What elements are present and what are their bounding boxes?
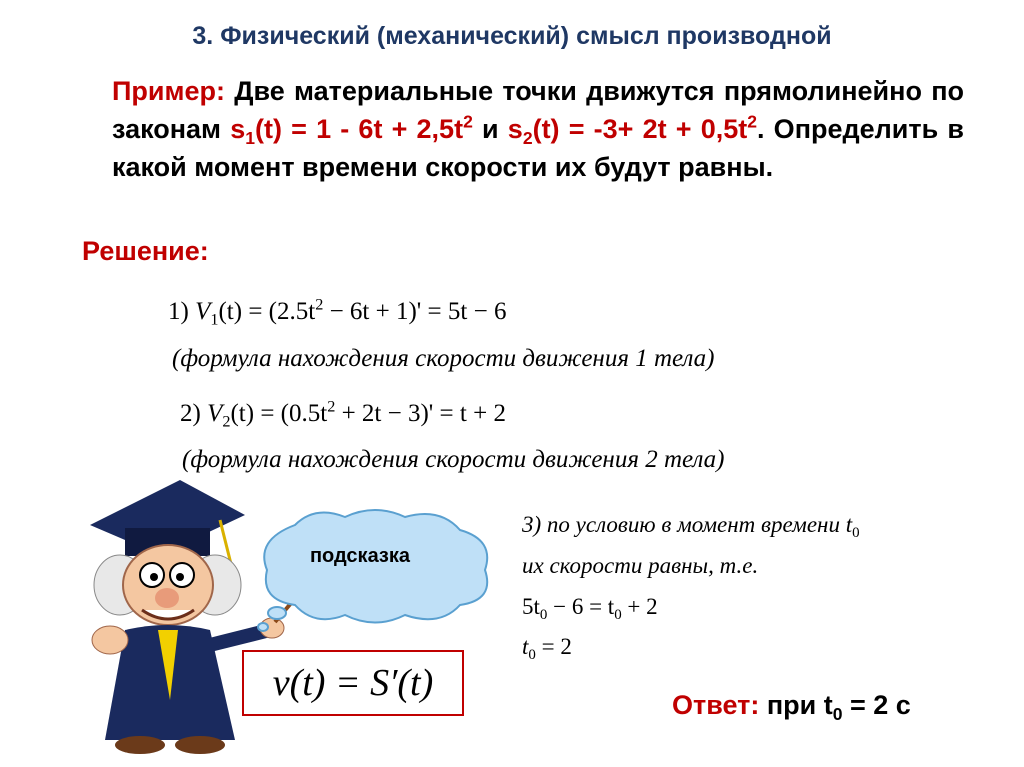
problem-and: и xyxy=(472,114,508,144)
hint-bubble xyxy=(255,505,500,635)
problem-text-2: . Определить в какой момент времени скорости их будут равны. xyxy=(112,114,964,182)
law-s1: $s_1(t) = 1 - 6t + 2,5t^2$ xyxy=(230,111,473,149)
step1-formula: 1) $V_1(t) = (2.5t^2 - 6t + 1)' = 5t - 6$ xyxy=(168,295,507,329)
step3-line1: 3) по условию в момент времени $t_0$ xyxy=(522,512,860,542)
step2-note: (формула нахождения скорости движения 2 тела) xyxy=(182,446,725,473)
step3-eq1: $5t_0 - 6 = t_0 + 2$ xyxy=(522,594,658,624)
hint-text: подсказка xyxy=(309,545,411,567)
step2-formula: 2) $V_2(t) = (0.5t^2 + 2t - 3)' = t + 2$ xyxy=(180,397,506,431)
law-s2: $s_2(t) = -3+ 2t + 0,5t^2$ xyxy=(507,111,758,149)
derivative-formula: v(t) = S′(t) xyxy=(242,650,464,716)
answer: Ответ: при $t_0 = 2$ с xyxy=(672,690,911,725)
solution-label: Решение: xyxy=(82,236,209,266)
problem-statement xyxy=(112,72,964,186)
step3-eq2: $t_0 = 2$ xyxy=(522,634,572,664)
problem-text-1: Две материальные точки движутся прямолинейно по законам xyxy=(112,76,964,144)
step3-line2: их скорости равны, т.е. xyxy=(522,553,759,578)
step1-note: (формула нахождения скорости движения 1 тела) xyxy=(172,345,715,372)
slide-title: 3. Физический (механический) смысл производной xyxy=(192,22,832,50)
problem-label: Пример: xyxy=(112,76,225,106)
